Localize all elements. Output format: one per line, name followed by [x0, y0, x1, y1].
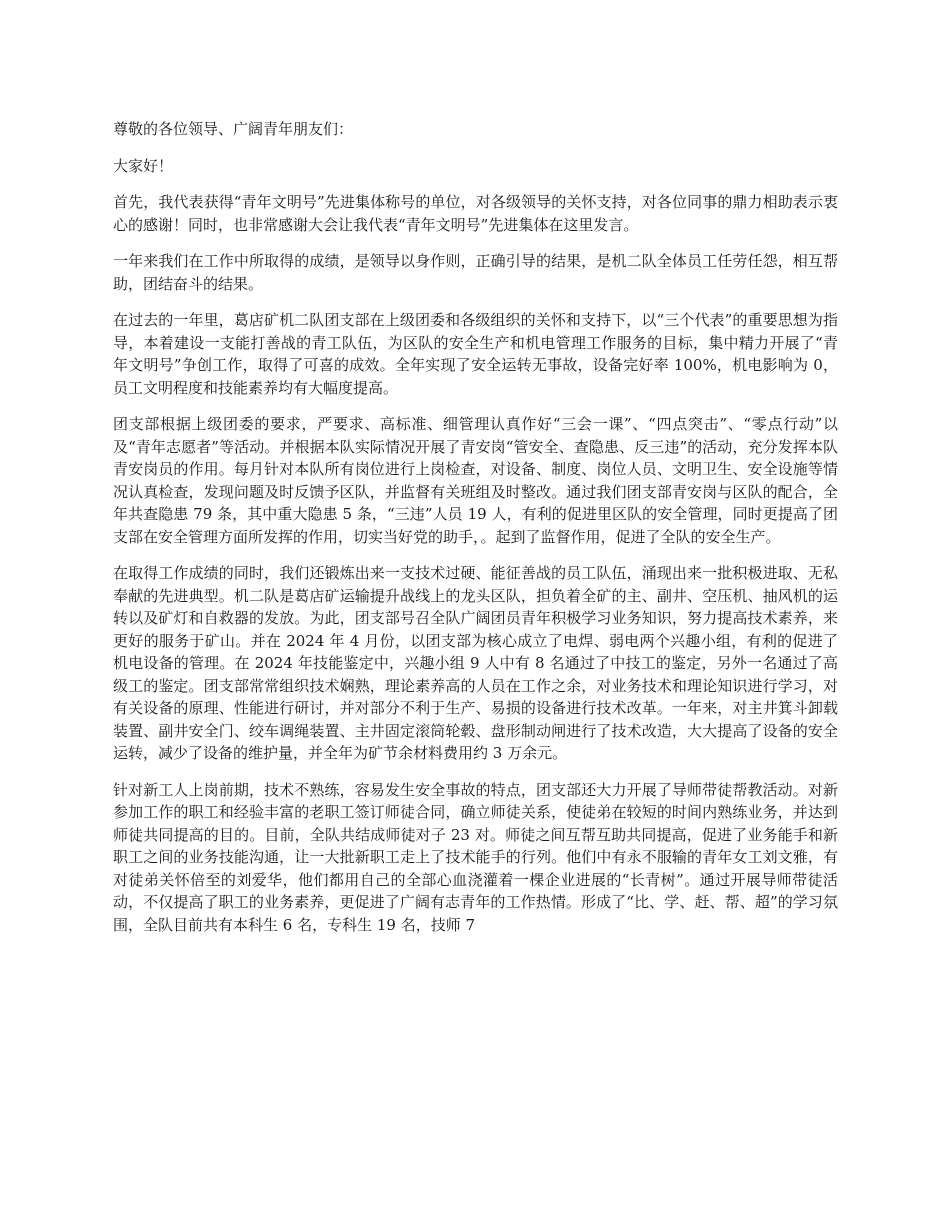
greeting: 大家好！: [113, 156, 174, 175]
paragraph-mentorship: 针对新工人上岗前期，技术不熟练，容易发生安全事故的特点，团支部还大力开展了导师带徒帮教活动。对新参加工作的职工和经验丰富的老职工签订师徒合同，确立师徒关系，使徒弟在较短的时间内熟练业务，并达到师徒共同提高的目的。目前，全队共结成师徒对子 23 对。师徒之间互帮互助共同提高，促进了业务能手和新职工之间的业务技能沟通，让一大批新职工走上了技术能手的行列。他们中有永不服输的青年女工刘文雅，有对徒弟关怀倍至的刘爱华，他们都用自己的全部心血浇灌着一棵企业进展的“长青树”。通过开展导师带徒活动，不仅提高了职工的业务素养，更促进了广阔有志青年的工作热情。形成了“比、学、赶、帮、超”的学习氛围，全队目前共有本科生 6 名，专科生 19 名，技师 7: [113, 780, 838, 934]
paragraph-thanks: 首先，我代表获得“青年文明号”先进集体称号的单位，对各级领导的关怀支持，对各位同事的鼎力相助表示衷心的感谢！同时，也非常感谢大会让我代表“青年文明号”先进集体在这里发言。: [113, 193, 838, 234]
paragraph-technical-team: 在取得工作成绩的同时，我们还锻炼出来一支技术过硬、能征善战的员工队伍，涌现出来一批积极进取、无私奉献的先进典型。机二队是葛店矿运输提升战线上的龙头区队，担负着全矿的主、副井、空压机、抽风机的运转以及矿灯和自救器的发放。为此，团支部号召全队广阔团员青年积极学习业务知识，努力提高技术素养，来更好的服务于矿山。并在 2024 年 4 月份，以团支部为核心成立了电焊、弱电两个兴趣小组，有利的促进了机电设备的管理。在 2024 年技能鉴定中，兴趣小组 9 人中有 8 名通过了中技工的鉴定，另外一名通过了高级工的鉴定。团支部常常组织技术娴熟，理论素养高的人员在工作之余，对业务技术和理论知识进行学习，对有关设备的原理、性能进行研讨，并对部分不利于生产、易损的设备进行技术改革。一年来，对主井箕斗卸载装置、副井安全门、绞车调绳装置、主井固定滚筒轮毂、盘形制动闸进行了技术改造，大大提高了设备的安全运转，减少了设备的维护量，并全年为矿节余材料费用约 3 万余元。: [113, 564, 838, 762]
paragraph-league-activities: 团支部根据上级团委的要求，严要求、高标准、细管理认真作好“三会一课”、“四点突击”、“零点行动”以及“青年志愿者”等活动。并根据本队实际情况开展了青安岗“管安全、查隐患、反三违”的活动，充分发挥本队青安岗员的作用。每月针对本队所有岗位进行上岗检查，对设备、制度、岗位人员、文明卫生、安全设施等情况认真检查，发现问题及时反馈予区队，并监督有关班组及时整改。通过我们团支部青安岗与区队的配合，全年共查隐患 79 条，其中重大隐患 5 条，“三违”人员 19 人，有利的促进里区队的安全管理，同时更提高了团支部在安全管理方面所发挥的作用，切实当好党的助手，。起到了监督作用，促进了全队的安全生产。: [113, 415, 838, 546]
document-body: [113, 118, 838, 950]
paragraph-achievements: 一年来我们在工作中所取得的成绩，是领导以身作则，正确引导的结果，是机二队全体员工任劳任怨，相互帮助，团结奋斗的结果。: [113, 252, 838, 293]
paragraph-past-year: 在过去的一年里，葛店矿机二队团支部在上级团委和各级组织的关怀和支持下，以“三个代表”的重要思想为指导，本着建设一支能打善战的青工队伍，为区队的安全生产和机电管理工作服务的目标，集中精力开展了“青年文明号”争创工作，取得了可喜的成效。全年实现了安全运转无事故，设备完好率 100%，机电影响为 0，员工文明程度和技能素养均有大幅度提高。: [113, 311, 838, 397]
salutation: 尊敬的各位领导、广阔青年朋友们：: [113, 120, 354, 138]
